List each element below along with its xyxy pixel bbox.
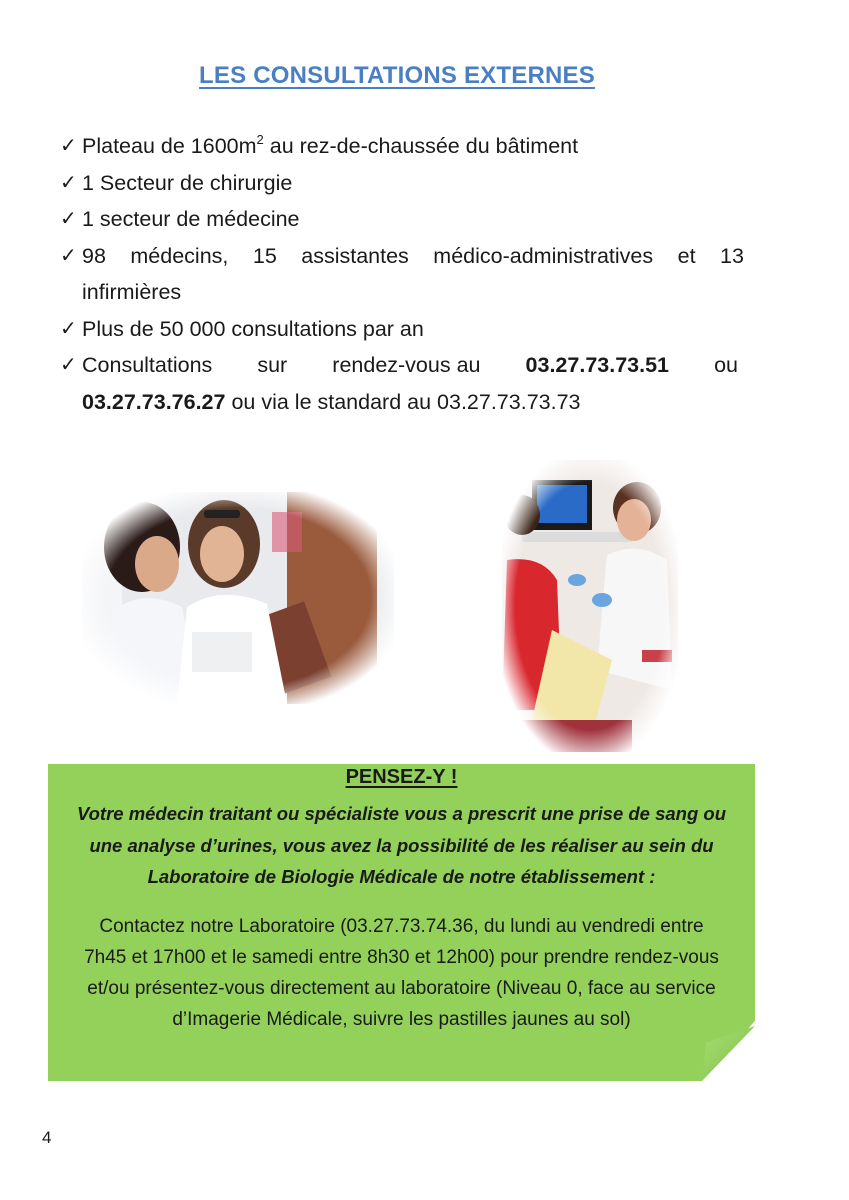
phone-number: 03.27.73.76.27 — [82, 389, 226, 414]
page-title: LES CONSULTATIONS EXTERNES — [199, 62, 595, 89]
info-box-title: PENSEZ-Y ! — [345, 766, 458, 788]
checkmark-icon: ✓ — [60, 135, 77, 157]
checkmark-icon: ✓ — [60, 317, 77, 340]
bullet-item: ✓ Consultations sur rendez-vous au 03.27.73.73.51 ou 03.27.73.76.27 ou via le standard au 03.27.73.73.73 — [60, 347, 744, 420]
photo-staff-women — [82, 492, 394, 704]
checkmark-icon: ✓ — [60, 208, 77, 230]
bullet-item: ✓ Plus de 50 000 consultations par an — [60, 311, 744, 348]
info-box-intro: Votre médecin traitant ou spécialiste vous a prescrit une prise de sang ou une analyse d’urines, vous avez la possibilité de les réaliser au sein du Laboratoire de Biologie Médicale de notre établissement : — [76, 803, 727, 887]
bullet-item: ✓ 1 Secteur de chirurgie — [60, 165, 744, 202]
phone-number: 03.27.73.73.51 — [525, 353, 670, 377]
info-box-body: Contactez notre Laboratoire (03.27.73.74.36, du lundi au vendredi entre 7h45 et 17h00 et le samedi entre 8h30 et 12h00) pour prendre rendez-vous et/ou présentez-vous directement au laboratoire (Niveau 0, face au service d’Imagerie Médicale, suivre les pastilles jaunes au sol) — [84, 916, 719, 1030]
bullet-item: ✓ 98 médecins, 15 assistantes médico-administratives et 13 infirmières — [60, 238, 744, 311]
bullet-list — [60, 128, 744, 420]
photo-blood-test — [502, 460, 678, 752]
bullet-item: ✓ Plateau de $1600m^2$ au rez-de-chaussée du bâtiment — [60, 128, 744, 165]
page-number: 4 — [42, 1128, 52, 1147]
checkmark-icon: ✓ — [60, 244, 77, 267]
checkmark-icon: ✓ — [60, 171, 77, 194]
checkmark-icon: ✓ — [60, 354, 77, 376]
bullet-item: ✓ 1 secteur de médecine — [60, 201, 744, 238]
